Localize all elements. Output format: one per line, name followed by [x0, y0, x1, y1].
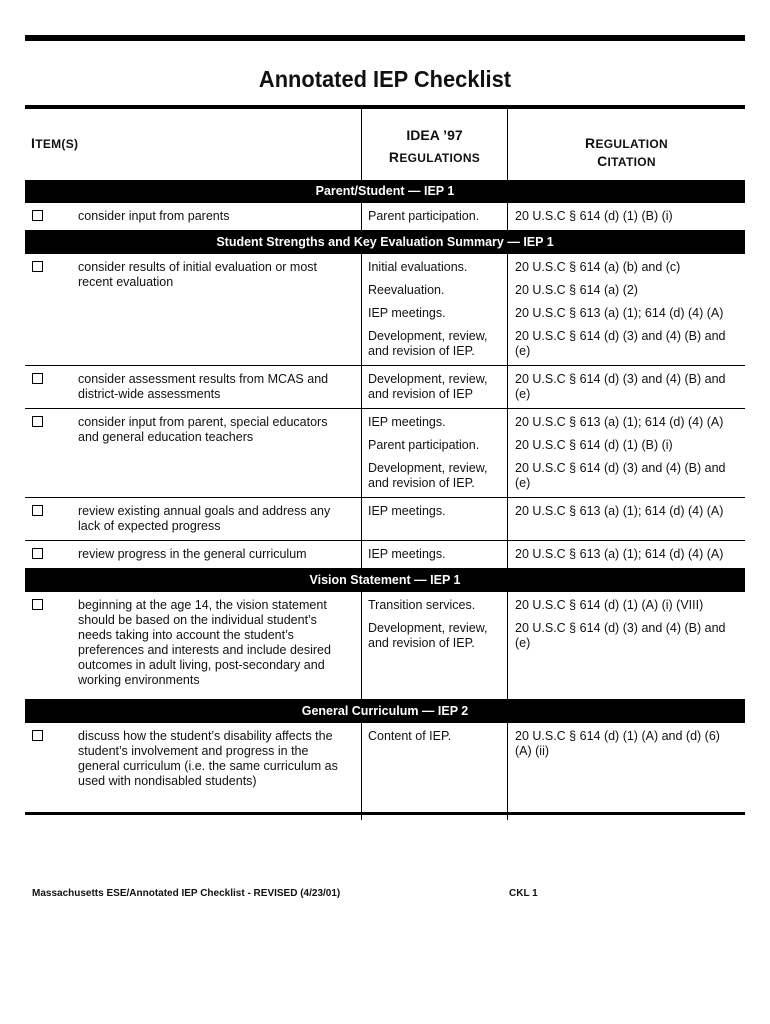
citation-text: 20 U.S.C § 614 (a) (2)	[515, 283, 638, 297]
table-row	[25, 723, 745, 820]
footer-right: CKL 1	[509, 888, 538, 899]
item-cell	[25, 541, 361, 568]
citation-cell	[507, 409, 745, 497]
item-checkbox[interactable]	[32, 373, 43, 384]
item-text: review progress in the general curriculum	[78, 547, 307, 561]
citation-text: 20 U.S.C § 614 (d) (3) and (4) (B) and (e)	[515, 621, 726, 650]
item-checkbox[interactable]	[32, 548, 43, 559]
table-header	[25, 109, 745, 180]
item-text: beginning at the age 14, the vision statement should be based on the individual student’s needs taking into account the student’s preferences and interests and include desired outcomes in adult living, post-secondary and working environments	[78, 598, 331, 687]
citation-text: 20 U.S.C § 614 (d) (3) and (4) (B) and (e)	[515, 461, 726, 490]
citation-cell	[507, 723, 745, 820]
regulation-cell	[361, 366, 507, 408]
citation-cell	[507, 541, 745, 568]
regulation-text: IEP meetings.	[368, 504, 446, 518]
section-header: Parent/Student — IEP 1	[25, 180, 745, 203]
table-row	[25, 254, 745, 366]
citation-cell	[507, 254, 745, 365]
regulation-text: Development, review, and revision of IEP.	[368, 329, 488, 358]
table-row	[25, 498, 745, 541]
header-cite-rest1: EGULATION	[595, 137, 668, 151]
citation-cell	[507, 592, 745, 699]
regulation-text: Parent participation.	[368, 438, 480, 452]
header-cite-rest2: ITATION	[607, 155, 656, 169]
item-cell	[25, 254, 361, 365]
regulation-cell	[361, 409, 507, 497]
item-text: discuss how the student’s disability affects the student’s involvement and progress in the general curriculum (i.e. the same curriculum as used with nondisabled students)	[78, 729, 338, 788]
item-checkbox[interactable]	[32, 210, 43, 221]
item-cell	[25, 498, 361, 540]
page-title: Annotated IEP Checklist	[258, 66, 512, 92]
regulation-cell	[361, 203, 507, 230]
citation-text: 20 U.S.C § 614 (d) (1) (A) (i) (VIII)	[515, 598, 704, 612]
citation-cell	[507, 498, 745, 540]
item-checkbox[interactable]	[32, 599, 43, 610]
table-row	[25, 203, 745, 231]
item-text: consider input from parents	[78, 209, 230, 223]
regulation-text: Transition services.	[368, 598, 476, 612]
header-items-cap: I	[31, 135, 36, 151]
header-idea-rest: EGULATIONS	[399, 151, 481, 165]
section-header: Student Strengths and Key Evaluation Summary — IEP 1	[25, 231, 745, 254]
citation-text: 20 U.S.C § 614 (d) (3) and (4) (B) and (e)	[515, 372, 726, 401]
regulation-cell	[361, 541, 507, 568]
regulation-text: Content of IEP.	[368, 729, 452, 743]
item-cell	[25, 203, 361, 230]
header-idea	[361, 109, 507, 180]
header-idea-line1: IDEA ’97	[406, 127, 463, 143]
item-cell	[25, 409, 361, 497]
header-cite-cap2: C	[597, 153, 608, 169]
regulation-cell	[361, 254, 507, 365]
section-header: Vision Statement — IEP 1	[25, 569, 745, 592]
regulation-text: Development, review, and revision of IEP.	[368, 461, 488, 490]
checklist-table	[25, 109, 745, 820]
regulation-text: Initial evaluations.	[368, 260, 468, 274]
citation-text: 20 U.S.C § 613 (a) (1); 614 (d) (4) (A)	[515, 306, 724, 320]
header-idea-cap: R	[388, 149, 400, 165]
table-row	[25, 541, 745, 569]
regulation-text: IEP meetings.	[368, 306, 446, 320]
citation-text: 20 U.S.C § 614 (d) (1) (B) (i)	[515, 209, 673, 223]
citation-text: 20 U.S.C § 614 (d) (3) and (4) (B) and (e)	[515, 329, 726, 358]
regulation-cell	[361, 592, 507, 699]
table-row	[25, 409, 745, 498]
item-checkbox[interactable]	[32, 261, 43, 272]
regulation-text: Reevaluation.	[368, 283, 445, 297]
citation-text: 20 U.S.C § 613 (a) (1); 614 (d) (4) (A)	[515, 547, 724, 561]
section-header: General Curriculum — IEP 2	[25, 700, 745, 723]
regulation-cell	[361, 498, 507, 540]
regulation-text: IEP meetings.	[368, 547, 446, 561]
item-cell	[25, 592, 361, 699]
citation-text: 20 U.S.C § 614 (d) (1) (B) (i)	[515, 438, 673, 452]
item-text: consider results of initial evaluation or most recent evaluation	[78, 260, 318, 289]
citation-text: 20 U.S.C § 614 (d) (1) (A) and (d) (6) (A) (ii)	[515, 729, 720, 758]
footer-left: Massachusetts ESE/Annotated IEP Checklist - REVISED (4/23/01)	[32, 888, 341, 899]
regulation-text: Parent participation.	[368, 209, 480, 223]
header-citation	[507, 109, 745, 180]
citation-cell	[507, 203, 745, 230]
item-checkbox[interactable]	[32, 505, 43, 516]
item-checkbox[interactable]	[32, 416, 43, 427]
item-checkbox[interactable]	[32, 730, 43, 741]
table-row	[25, 366, 745, 409]
header-items	[25, 109, 361, 180]
regulation-text: IEP meetings.	[368, 415, 446, 429]
item-cell	[25, 366, 361, 408]
regulation-text: Development, review, and revision of IEP.	[368, 621, 488, 650]
citation-text: 20 U.S.C § 613 (a) (1); 614 (d) (4) (A)	[515, 415, 724, 429]
item-text: review existing annual goals and address any lack of expected progress	[78, 504, 331, 533]
regulation-cell	[361, 723, 507, 820]
header-cite-cap1: R	[585, 135, 596, 151]
item-text: consider assessment results from MCAS and district-wide assessments	[78, 372, 329, 401]
regulation-text: Development, review, and revision of IEP	[368, 372, 488, 401]
table-row	[25, 592, 745, 700]
sections-container	[25, 180, 745, 820]
top-rule	[25, 35, 745, 41]
citation-cell	[507, 366, 745, 408]
item-text: consider input from parent, special educators and general education teachers	[78, 415, 328, 444]
bottom-rule	[25, 812, 745, 815]
header-items-rest: TEM(S)	[35, 137, 79, 151]
citation-text: 20 U.S.C § 613 (a) (1); 614 (d) (4) (A)	[515, 504, 724, 518]
item-cell	[25, 723, 361, 820]
citation-text: 20 U.S.C § 614 (a) (b) and (c)	[515, 260, 681, 274]
